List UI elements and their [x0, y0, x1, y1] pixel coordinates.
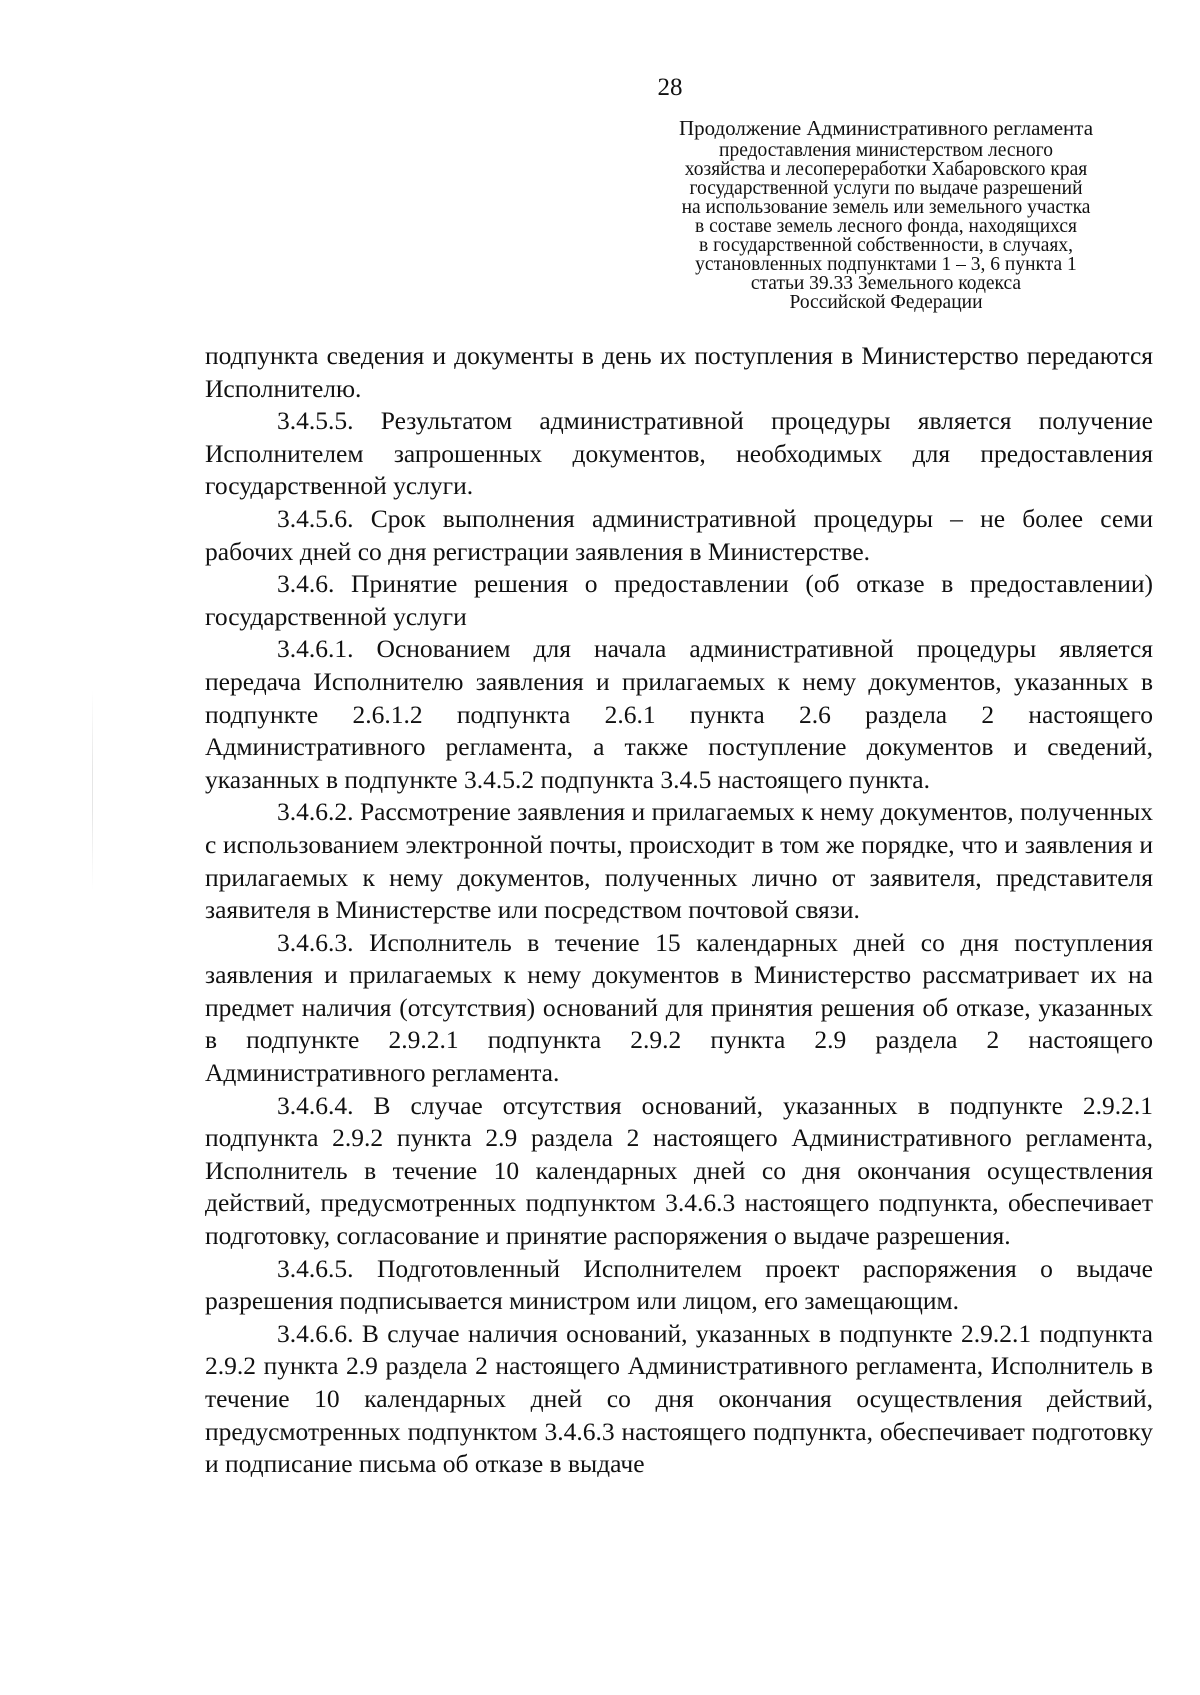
paragraph-3-4-6-3: 3.4.6.3. Исполнитель в течение 15 календарных дней со дня поступления заявления и прилагаемых к нему документов в Министерство рассматривает их на предмет наличия (отсутствия) оснований для принятия решения об отказе, указанных в подпункте 2.9.2.1 подпункта 2.9.2 пункта 2.9 раздела 2 настоящего Административного регламента.	[205, 927, 1153, 1088]
header-line: предоставления министерством лесного	[719, 140, 1053, 161]
scan-artifact-line	[92, 690, 93, 890]
header-line: статьи 39.33 Земельного кодекса	[750, 273, 1022, 294]
paragraph-3-4-6-1: 3.4.6.1. Основанием для начала административной процедуры является передача Исполнителю заявления и прилагаемых к нему документов, указанных в подпункте 2.6.1.2 подпункта 2.6.1 пункта 2.6 раздела 2 настоящего Административного регламента, а также поступление документов и сведений, указанных в подпункте 3.4.5.2 подпункта 3.4.5 настоящего пункта.	[205, 634, 1153, 794]
header-line: установленных подпунктами 1 – 3, 6 пункта 1	[695, 254, 1077, 275]
paragraph-3-4-6: 3.4.6. Принятие решения о предоставлении (об отказе в предоставлении) государственной услуги	[205, 569, 1153, 631]
header-line: Российской Федерации	[789, 292, 983, 313]
paragraph-3-4-6-2: 3.4.6.2. Рассмотрение заявления и прилагаемых к нему документов, полученных с использованием электронной почты, происходит в том же порядке, что и заявления и прилагаемых к нему документов, полученных лично от заявителя, представителя заявителя в Министерстве или посредством почтовой связи.	[205, 797, 1153, 925]
header-line: в составе земель лесного фонда, находящихся	[695, 216, 1077, 237]
paragraph-3-4-5-6: 3.4.5.6. Срок выполнения административной процедуры – не более семи рабочих дней со дня регистрации заявления в Министерстве.	[205, 503, 1153, 566]
paragraph-3-4-6-4: 3.4.6.4. В случае отсутствия оснований, указанных в подпункте 2.9.2.1 подпункта 2.9.2 пункта 2.9 раздела 2 настоящего Административного регламента, Исполнитель в течение 10 календарных дней со дня окончания осуществления действий, предусмотренных подпунктом 3.4.6.3 настоящего подпункта, обеспечивает подготовку, согласование и принятие распоряжения о выдаче разрешения.	[205, 1090, 1153, 1251]
header-line: государственной услуги по выдаче разрешений	[689, 178, 1083, 199]
page-number: 28	[657, 74, 683, 101]
body-text	[205, 340, 1153, 1481]
paragraph-3-4-6-6: 3.4.6.6. В случае наличия оснований, указанных в подпункте 2.9.2.1 подпункта 2.9.2 пункта 2.9 раздела 2 настоящего Административного регламента, Исполнитель в течение 10 календарных дней со дня окончания осуществления действий, предусмотренных подпунктом 3.4.6.3 настоящего подпункта, обеспечивает подготовку и подписание письма об отказе в выдаче	[205, 1318, 1153, 1479]
header-line: на использование земель или земельного участка	[681, 197, 1091, 218]
paragraph-3-4-6-5: 3.4.6.5. Подготовленный Исполнителем проект распоряжения о выдаче разрешения подписывается министром или лицом, его замещающим.	[205, 1253, 1153, 1316]
continuation-header	[626, 115, 1146, 312]
paragraph-continuation: подпункта сведения и документы в день их поступления в Министерство передаются Исполнителю.	[205, 341, 1153, 403]
header-line: в государственной собственности, в случаях,	[699, 235, 1073, 256]
header-line: Продолжение Административного регламента	[678, 116, 1094, 140]
paragraph-3-4-5-5: 3.4.5.5. Результатом административной процедуры является получение Исполнителем запрошенных документов, необходимых для предоставления государственной услуги.	[205, 406, 1153, 501]
header-line: хозяйства и лесопереработки Хабаровского края	[684, 159, 1088, 180]
